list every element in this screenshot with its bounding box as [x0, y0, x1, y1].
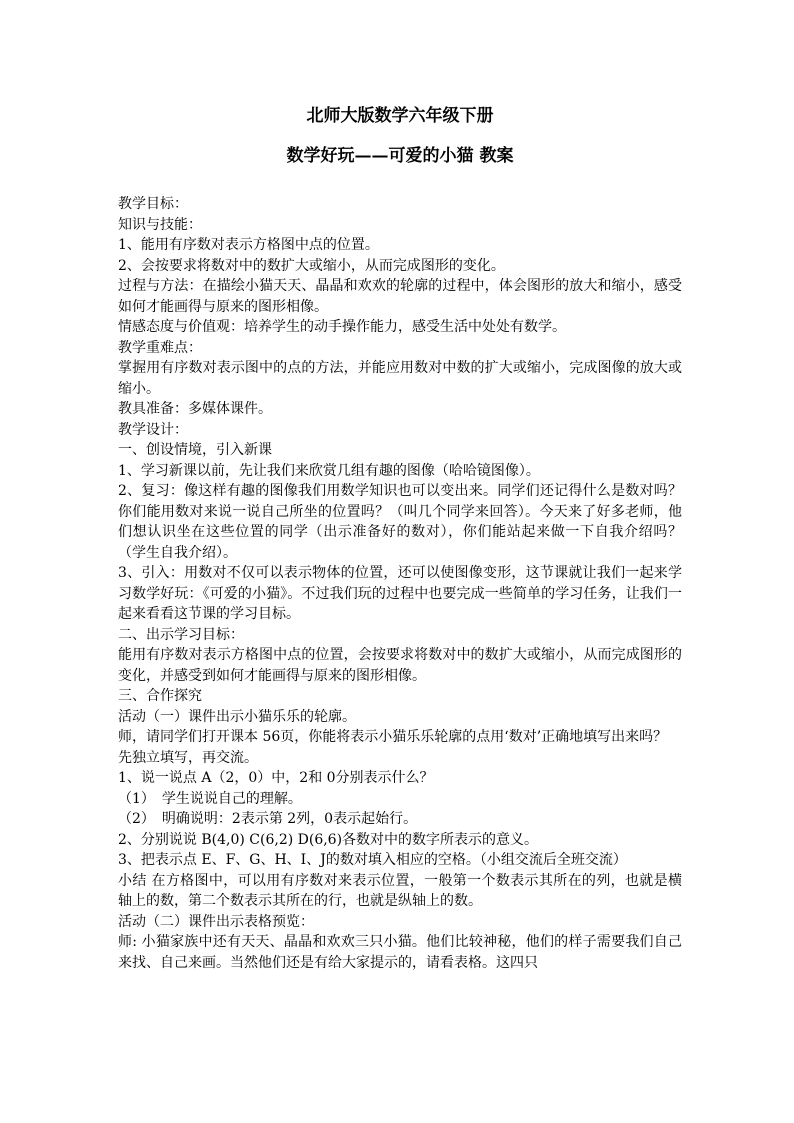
document-subtitle: 数学好玩——可爱的小猫 教案: [286, 146, 514, 166]
paragraph: （1） 学生说说自己的理解。: [118, 790, 302, 807]
paragraph: 先独立填写，再交流。: [118, 749, 258, 766]
paragraph: 教学目标：: [118, 196, 188, 212]
paragraph: 教具准备：多媒体课件。: [118, 401, 272, 417]
paragraph: 活动（二）课件出示表格预览：: [118, 913, 314, 930]
paragraph: 1、能用有序数对表示方格图中点的位置。: [118, 237, 379, 253]
document-page: [118, 100, 682, 973]
paragraph: 1、说一说点 A（2，0）中，2和 0分别表示什么？: [118, 770, 434, 786]
paragraph: 三、合作探究: [118, 688, 202, 704]
paragraph: 一、创设情境，引入新课: [118, 442, 272, 458]
paragraph: 知识与技能：: [118, 216, 202, 233]
paragraph: 能用有序数对表示方格图中点的位置，会按要求将数对中的数扩大或缩小，从而完成图形的变化，并感受到如何才能画得与原来的图形相像。: [118, 647, 682, 684]
paragraph: 小结 在方格图中，可以用有序数对来表示位置，一般第一个数表示其所在的列，也就是横轴上的数，第二个数表示其所在的行，也就是纵轴上的数。: [118, 872, 682, 909]
paragraph: 2、分别说说 B(4,0) C(6,2) D(6,6)各数对中的数字所表示的意义。: [118, 831, 539, 848]
document-body: [118, 194, 682, 973]
paragraph: 教学设计：: [118, 421, 188, 438]
paragraph: 师: 小猫家族中还有天天、晶晶和欢欢三只小猫。他们比较神秘，他们的样子需要我们自己来找、自己来画。当然他们还是有给大家提示的，请看表格。这四只: [118, 934, 682, 971]
paragraph: 过程与方法：在描绘小猫天天、晶晶和欢欢的轮廓的过程中，体会图形的放大和缩小，感受如何才能画得与原来的图形相像。: [118, 278, 682, 315]
paragraph: 2、复习：像这样有趣的图像我们用数学知识也可以变出来。同学们还记得什么是数对吗？你们能用数对来说一说自己所坐的位置吗？（叫几个同学来回答）。今天来了好多老师，他们想认识坐在这些位置的同学（出示准备好的数对），你们能站起来做一下自我介绍吗？（学生自我介绍）。: [118, 483, 682, 561]
document-title: 北师大版数学六年级下册: [306, 106, 494, 126]
paragraph: 2、会按要求将数对中的数扩大或缩小，从而完成图形的变化。: [118, 257, 505, 274]
paragraph: 3、把表示点 E、F、G、H、I、J的数对填入相应的空格。（小组交流后全班交流）: [118, 852, 627, 868]
paragraph: 掌握用有序数对表示图中的点的方法，并能应用数对中数的扩大或缩小，完成图像的放大或缩小。: [118, 360, 682, 397]
paragraph: 二、出示学习目标：: [118, 626, 244, 643]
paragraph: 活动（一）课件出示小猫乐乐的轮廓。: [118, 708, 356, 725]
paragraph: 情感态度与价值观：培养学生的动手操作能力，感受生活中处处有数学。: [118, 319, 566, 335]
paragraph: （2） 明确说明：2表示第 2列，0表示起始行。: [118, 811, 418, 827]
paragraph: 1、学习新课以前，先让我们来欣赏几组有趣的图像（哈哈镜图像）。: [118, 462, 540, 479]
paragraph: 3、引入：用数对不仅可以表示物体的位置，还可以使图像变形，这节课就让我们一起来学习数学好玩：《可爱的小猫》。不过我们玩的过程中也要完成一些简单的学习任务，让我们一起来看看这节课的学习目标。: [118, 565, 682, 622]
paragraph: 教学重难点：: [118, 339, 202, 356]
paragraph: 师，请同学们打开课本 56页，你能将表示小猫乐乐轮廓的点用‘数对’正确地填写出来吗？: [118, 729, 668, 745]
